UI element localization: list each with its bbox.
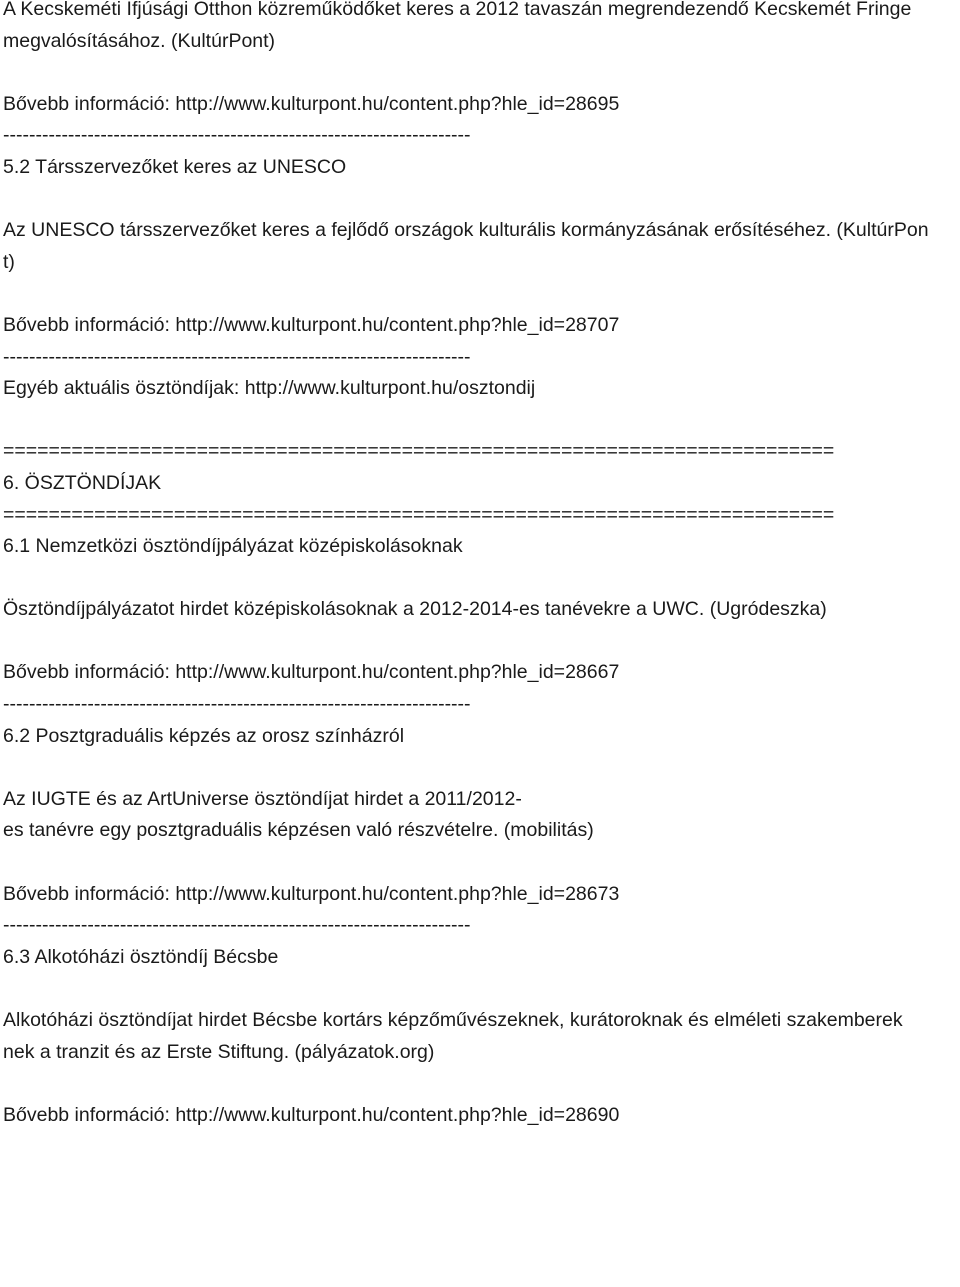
intro-text-line-2: megvalósításához. (KultúrPont): [3, 29, 276, 52]
item-5-2-desc-line-2: t): [3, 250, 15, 273]
equals-separator: =========================================================================: [3, 440, 835, 463]
item-6-3-more-info-link[interactable]: Bővebb információ: http://www.kulturpont.hu/content.php?hle_id=28690: [3, 1103, 620, 1126]
blank-line: [0, 57, 960, 89]
equals-separator: =========================================================================: [3, 503, 835, 526]
item-6-1-title: 6.1 Nemzetközi ösztöndíjpályázat középiskolásoknak: [3, 535, 463, 558]
blank-line: [0, 626, 960, 658]
item-6-2-desc-line-1: Az IUGTE és az ArtUniverse ösztöndíjat hirdet a 2011/2012-: [3, 787, 522, 810]
blank-line: [0, 184, 960, 216]
intro-more-info-link[interactable]: Bővebb információ: http://www.kulturpont.hu/content.php?hle_id=28695: [3, 92, 620, 115]
item-6-1-more-info-link[interactable]: Bővebb információ: http://www.kulturpont.hu/content.php?hle_id=28667: [3, 661, 620, 684]
other-scholarships-link[interactable]: Egyéb aktuális ösztöndíjak: http://www.kulturpont.hu/osztondij: [3, 377, 536, 400]
item-6-2-more-info-link[interactable]: Bővebb információ: http://www.kulturpont.hu/content.php?hle_id=28673: [3, 882, 620, 905]
blank-line: [0, 405, 960, 437]
item-5-2-desc-line-1: Az UNESCO társszervezőket keres a fejlődő országok kulturális kormányzásának erősítéséhez. (KultúrPon: [3, 219, 929, 242]
item-6-3-desc-line-1: Alkotóházi ösztöndíjat hirdet Bécsbe kortárs képzőművészeknek, kurátoroknak és elméleti szakemberek: [3, 1009, 903, 1031]
intro-text-line-1: A Kecskeméti Ifjúsági Otthon közreműködőket keres a 2012 tavaszán megrendezendő Kecskemét Fringe: [3, 0, 912, 20]
dash-separator: ------------------------------------------------------------------------: [3, 345, 471, 368]
blank-line: [0, 847, 960, 879]
item-6-3-title: 6.3 Alkotóházi ösztöndíj Bécsbe: [3, 945, 279, 968]
item-6-1-desc-line-1: Ösztöndíjpályázatot hirdet középiskolásoknak a 2012-2014-es tanévekre a UWC. (Ugródeszka): [3, 598, 827, 621]
blank-line: [0, 563, 960, 595]
blank-line: [0, 752, 960, 784]
dash-separator: ------------------------------------------------------------------------: [3, 914, 471, 937]
item-6-3-desc-line-2: nek a tranzit és az Erste Stiftung. (pályázatok.org): [3, 1040, 435, 1063]
dash-separator: ------------------------------------------------------------------------: [3, 693, 471, 716]
dash-separator: ------------------------------------------------------------------------: [3, 124, 471, 147]
item-6-2-desc-line-2: es tanévre egy posztgraduális képzésen való részvételre. (mobilitás): [3, 819, 594, 842]
blank-line: [0, 278, 960, 310]
blank-line: [0, 1068, 960, 1100]
blank-line: [0, 973, 960, 1005]
item-6-2-title: 6.2 Posztgraduális képzés az orosz színházról: [3, 724, 405, 747]
section-6-heading: 6. ÖSZTÖNDÍJAK: [3, 471, 162, 494]
item-5-2-more-info-link[interactable]: Bővebb információ: http://www.kulturpont.hu/content.php?hle_id=28707: [3, 313, 620, 336]
item-5-2-title: 5.2 Társszervezőket keres az UNESCO: [3, 155, 347, 178]
